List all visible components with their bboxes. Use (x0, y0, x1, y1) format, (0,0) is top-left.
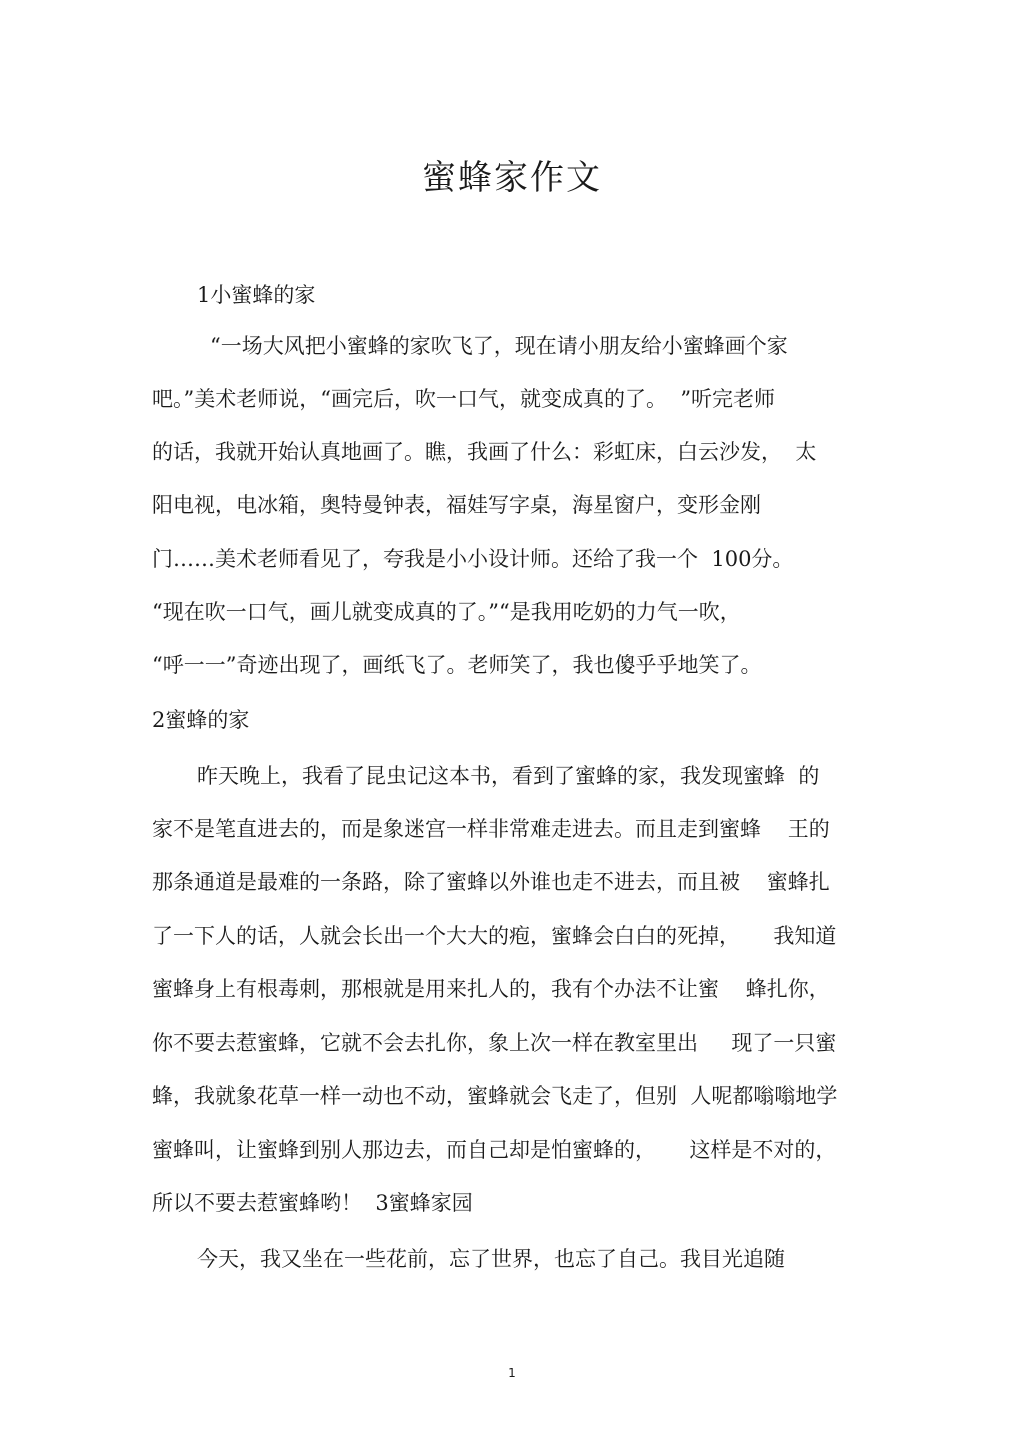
body-line: 今天，我又坐在一些花前，忘了世界，也忘了自己。我目光追随 (197, 1247, 785, 1271)
section-heading: 1小蜜蜂的家 (197, 283, 316, 307)
body-line: 那条通道是最难的一条路，除了蜜蜂以外谁也走不进去，而且被 蜜蜂扎 (152, 870, 830, 894)
page-number: 1 (508, 1366, 516, 1380)
body-line: 所以不要去惹蜜蜂哟！ 3蜜蜂家园 (152, 1191, 473, 1215)
body-line: “一场大风把小蜜蜂的家吹飞了，现在请小朋友给小蜜蜂画个家 (210, 334, 788, 358)
section-heading: 2蜜蜂的家 (152, 708, 250, 732)
body-line: 蜜蜂叫，让蜜蜂到别人那边去，而自己却是怕蜜蜂的， 这样是不对的， (152, 1138, 837, 1162)
body-line: 门……美术老师看见了，夸我是小小设计师。还给了我一个 100分。 (152, 547, 794, 571)
body-line: “现在吹一口气，画儿就变成真的了。”“是我用吃奶的力气一吹， (152, 600, 741, 624)
body-line: 蜂，我就象花草一样一动也不动，蜜蜂就会飞走了，但别 人呢都嗡嗡地学 (152, 1084, 838, 1108)
body-line: 阳电视，电冰箱，奥特曼钟表，福娃写字桌，海星窗户，变形金刚 (152, 493, 761, 517)
body-line: “呼一一”奇迹出现了，画纸飞了。老师笑了，我也傻乎乎地笑了。 (152, 653, 762, 677)
body-line: 吧。”美术老师说，“画完后，吹一口气，就变成真的了。 ”听完老师 (152, 387, 776, 411)
body-line: 了一下人的话，人就会长出一个大大的疱，蜜蜂会白白的死掉， 我知道 (152, 924, 837, 948)
body-line: 蜜蜂身上有根毒刺，那根就是用来扎人的，我有个办法不让蜜 蜂扎你， (152, 977, 830, 1001)
body-line: 你不要去惹蜜蜂，它就不会去扎你，象上次一样在教室里出 现了一只蜜 (152, 1031, 837, 1055)
body-line: 昨天晚上，我看了昆虫记这本书，看到了蜜蜂的家，我发现蜜蜂 的 (197, 764, 820, 788)
body-line: 的话，我就开始认真地画了。瞧，我画了什么：彩虹床，白云沙发， 太 (152, 440, 817, 464)
document-title: 蜜蜂家作文 (422, 158, 602, 198)
body-line: 家不是笔直进去的，而是象迷宫一样非常难走进去。而且走到蜜蜂 王的 (152, 817, 830, 841)
